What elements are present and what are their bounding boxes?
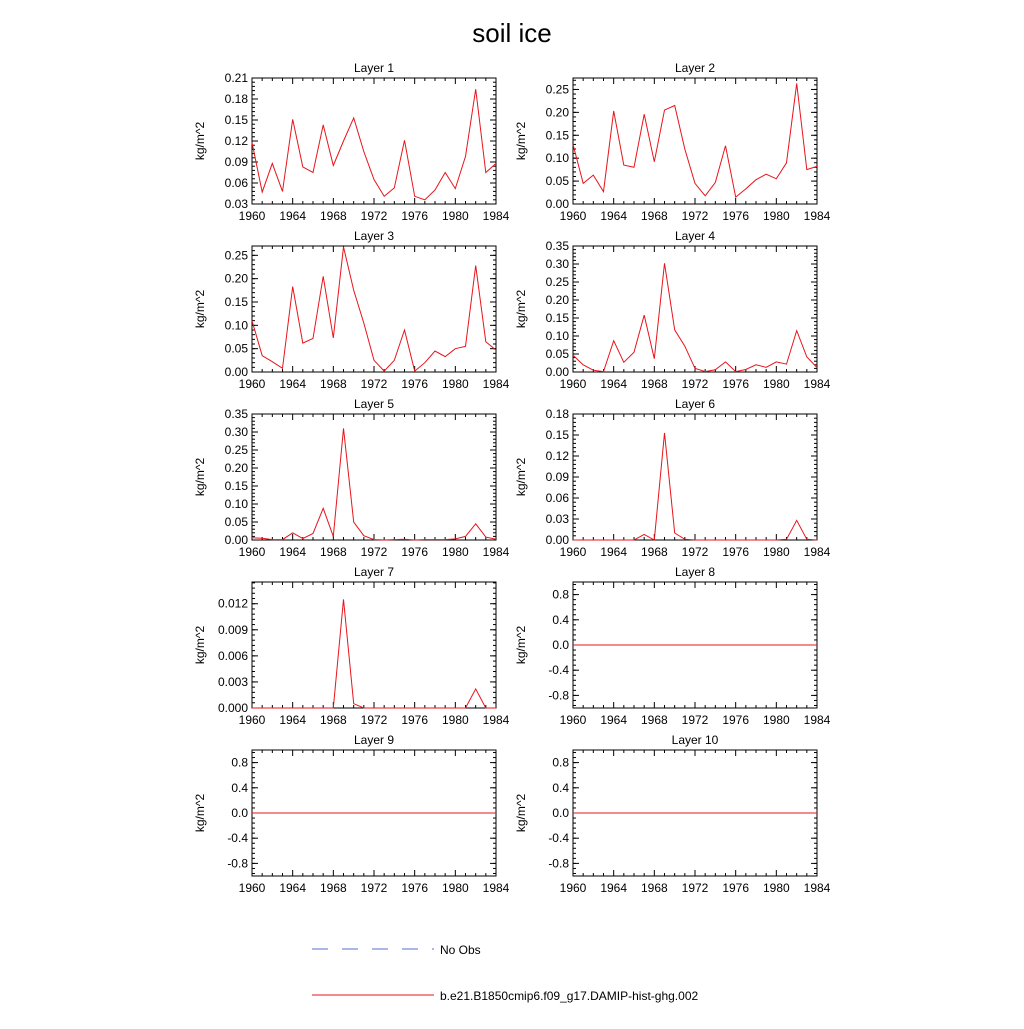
panel-layer-2 bbox=[514, 61, 831, 223]
x-tick-label: 1984 bbox=[803, 881, 831, 895]
legend-obs-label: No Obs bbox=[440, 943, 481, 957]
x-tick-label: 1968 bbox=[319, 545, 347, 559]
x-tick-label: 1976 bbox=[722, 377, 750, 391]
x-tick-label: 1976 bbox=[722, 209, 750, 223]
y-tick-label: 0.12 bbox=[224, 134, 248, 148]
panel-title: Layer 10 bbox=[671, 733, 719, 747]
x-tick-label: 1976 bbox=[722, 713, 750, 727]
y-axis-label: kg/m^2 bbox=[514, 625, 528, 665]
panel-title: Layer 5 bbox=[353, 397, 395, 411]
x-tick-label: 1972 bbox=[681, 545, 709, 559]
x-tick-label: 1984 bbox=[482, 545, 510, 559]
x-tick-label: 1968 bbox=[640, 209, 668, 223]
y-tick-label: -0.4 bbox=[548, 831, 569, 846]
y-tick-label: 0.10 bbox=[224, 318, 248, 333]
x-tick-label: 1964 bbox=[279, 377, 307, 391]
y-tick-label: 0.8 bbox=[552, 587, 569, 602]
series-line-1 bbox=[252, 247, 496, 371]
y-tick-label: 0.00 bbox=[224, 533, 248, 547]
x-tick-label: 1984 bbox=[482, 713, 510, 727]
plot-frame bbox=[252, 78, 496, 204]
x-tick-label: 1976 bbox=[722, 881, 750, 895]
y-tick-label: 0.35 bbox=[545, 239, 569, 253]
y-tick-label: 0.20 bbox=[545, 293, 569, 307]
figure-title: soil ice bbox=[472, 18, 552, 48]
y-tick-label: 0.06 bbox=[545, 491, 569, 505]
panel-layer-5 bbox=[193, 397, 510, 559]
y-tick-label: 0.00 bbox=[545, 197, 569, 211]
x-tick-label: 1976 bbox=[401, 881, 429, 895]
y-tick-label: 0.25 bbox=[545, 275, 569, 289]
y-tick-label: 0.30 bbox=[224, 425, 248, 439]
panel-layer-8 bbox=[514, 565, 831, 727]
x-tick-label: 1972 bbox=[681, 377, 709, 391]
x-tick-label: 1960 bbox=[559, 209, 587, 223]
x-tick-label: 1980 bbox=[762, 209, 790, 223]
panel-layer-3 bbox=[193, 229, 510, 391]
plot-frame bbox=[252, 246, 496, 372]
x-tick-label: 1968 bbox=[319, 209, 347, 223]
x-tick-label: 1972 bbox=[681, 209, 709, 223]
y-tick-label: 0.003 bbox=[217, 674, 248, 689]
x-tick-label: 1960 bbox=[559, 881, 587, 895]
panel-title: Layer 1 bbox=[353, 61, 395, 75]
y-axis-label: kg/m^2 bbox=[514, 793, 528, 833]
plot-frame bbox=[252, 414, 496, 540]
x-tick-label: 1980 bbox=[441, 545, 469, 559]
y-axis-label: kg/m^2 bbox=[514, 289, 528, 329]
series-line-1 bbox=[252, 599, 496, 708]
panel-layer-1 bbox=[193, 61, 510, 223]
panel-layer-10 bbox=[514, 733, 831, 895]
panel-title: Layer 9 bbox=[353, 733, 395, 747]
y-tick-label: 0.0 bbox=[552, 806, 569, 820]
y-tick-label: 0.4 bbox=[552, 612, 569, 627]
y-tick-label: 0.4 bbox=[552, 780, 569, 795]
x-tick-label: 1976 bbox=[401, 713, 429, 727]
y-tick-label: 0.18 bbox=[224, 92, 248, 106]
panel-title: Layer 7 bbox=[353, 565, 395, 579]
x-tick-label: 1980 bbox=[762, 713, 790, 727]
x-tick-label: 1980 bbox=[762, 377, 790, 391]
x-tick-label: 1980 bbox=[441, 377, 469, 391]
y-tick-label: 0.30 bbox=[545, 257, 569, 271]
y-tick-label: 0.10 bbox=[545, 329, 569, 343]
y-tick-label: 0.05 bbox=[545, 347, 569, 361]
y-axis-label: kg/m^2 bbox=[514, 457, 528, 497]
y-tick-label: 0.03 bbox=[545, 512, 569, 526]
x-tick-label: 1968 bbox=[319, 881, 347, 895]
x-tick-label: 1980 bbox=[441, 209, 469, 223]
x-tick-label: 1972 bbox=[681, 881, 709, 895]
series-line-1 bbox=[573, 84, 817, 198]
y-tick-label: 0.18 bbox=[545, 407, 569, 421]
x-tick-label: 1960 bbox=[238, 713, 266, 727]
y-tick-label: 0.00 bbox=[224, 365, 248, 379]
x-tick-label: 1972 bbox=[360, 713, 388, 727]
y-tick-label: 0.25 bbox=[545, 82, 569, 97]
panel-title: Layer 8 bbox=[674, 565, 716, 579]
x-tick-label: 1968 bbox=[640, 377, 668, 391]
x-tick-label: 1984 bbox=[803, 209, 831, 223]
y-tick-label: -0.4 bbox=[548, 663, 569, 678]
x-tick-label: 1980 bbox=[762, 881, 790, 895]
y-tick-label: 0.03 bbox=[224, 197, 248, 211]
y-tick-label: 0.05 bbox=[224, 341, 248, 356]
plot-frame bbox=[252, 582, 496, 708]
panel-layer-7 bbox=[193, 565, 510, 727]
legend-model-label: b.e21.B1850cmip6.f09_g17.DAMIP-hist-ghg.002 bbox=[440, 989, 699, 1003]
x-tick-label: 1976 bbox=[401, 377, 429, 391]
series-line-1 bbox=[573, 433, 817, 540]
x-tick-label: 1968 bbox=[319, 713, 347, 727]
x-tick-label: 1960 bbox=[238, 545, 266, 559]
y-axis-label: kg/m^2 bbox=[193, 289, 207, 329]
panel-title: Layer 2 bbox=[674, 61, 716, 75]
x-tick-label: 1964 bbox=[279, 713, 307, 727]
series-line-1 bbox=[252, 89, 496, 200]
y-tick-label: 0.0 bbox=[231, 806, 248, 820]
plot-frame bbox=[573, 414, 817, 540]
y-tick-label: 0.15 bbox=[545, 311, 569, 325]
y-tick-label: 0.25 bbox=[224, 443, 248, 457]
y-tick-label: 0.09 bbox=[545, 470, 569, 484]
y-tick-label: 0.009 bbox=[217, 622, 248, 637]
x-tick-label: 1972 bbox=[360, 881, 388, 895]
x-tick-label: 1968 bbox=[319, 377, 347, 391]
y-tick-label: 0.35 bbox=[224, 407, 248, 421]
y-axis-label: kg/m^2 bbox=[193, 793, 207, 833]
y-tick-label: 0.8 bbox=[231, 755, 248, 770]
x-tick-label: 1980 bbox=[441, 713, 469, 727]
y-tick-label: 0.15 bbox=[224, 113, 248, 127]
panel-title: Layer 3 bbox=[353, 229, 395, 243]
x-tick-label: 1972 bbox=[681, 713, 709, 727]
x-tick-label: 1984 bbox=[482, 377, 510, 391]
x-tick-label: 1984 bbox=[482, 881, 510, 895]
y-tick-label: 0.4 bbox=[231, 780, 248, 795]
y-tick-label: 0.15 bbox=[224, 479, 248, 493]
y-tick-label: 0.00 bbox=[545, 365, 569, 379]
x-tick-label: 1964 bbox=[600, 713, 628, 727]
x-tick-label: 1980 bbox=[762, 545, 790, 559]
x-tick-label: 1960 bbox=[238, 209, 266, 223]
y-tick-label: 0.20 bbox=[224, 271, 248, 286]
legend bbox=[312, 943, 698, 1003]
y-tick-label: 0.15 bbox=[224, 295, 248, 309]
y-axis-label: kg/m^2 bbox=[193, 625, 207, 665]
y-tick-label: 0.20 bbox=[224, 461, 248, 475]
y-tick-label: 0.8 bbox=[552, 755, 569, 770]
y-tick-label: 0.0 bbox=[552, 638, 569, 652]
y-tick-label: 0.10 bbox=[545, 151, 569, 166]
panels bbox=[193, 61, 831, 895]
series-line-1 bbox=[573, 263, 817, 371]
y-tick-label: -0.8 bbox=[548, 688, 569, 703]
x-tick-label: 1964 bbox=[279, 545, 307, 559]
x-tick-label: 1984 bbox=[803, 713, 831, 727]
x-tick-label: 1960 bbox=[238, 377, 266, 391]
x-tick-label: 1960 bbox=[559, 545, 587, 559]
y-tick-label: 0.006 bbox=[217, 648, 248, 663]
x-tick-label: 1960 bbox=[559, 713, 587, 727]
x-tick-label: 1984 bbox=[482, 209, 510, 223]
x-tick-label: 1976 bbox=[401, 209, 429, 223]
y-tick-label: 0.25 bbox=[224, 248, 248, 263]
x-tick-label: 1976 bbox=[722, 545, 750, 559]
x-tick-label: 1976 bbox=[401, 545, 429, 559]
x-tick-label: 1964 bbox=[600, 377, 628, 391]
x-tick-label: 1984 bbox=[803, 377, 831, 391]
y-tick-label: 0.05 bbox=[545, 174, 569, 189]
x-tick-label: 1964 bbox=[600, 545, 628, 559]
x-tick-label: 1972 bbox=[360, 545, 388, 559]
y-tick-label: 0.012 bbox=[217, 596, 248, 611]
x-tick-label: 1968 bbox=[640, 881, 668, 895]
x-tick-label: 1964 bbox=[279, 209, 307, 223]
x-tick-label: 1980 bbox=[441, 881, 469, 895]
panel-title: Layer 4 bbox=[674, 229, 716, 243]
y-tick-label: 0.00 bbox=[545, 533, 569, 547]
x-tick-label: 1972 bbox=[360, 209, 388, 223]
y-tick-label: 0.05 bbox=[224, 515, 248, 529]
x-tick-label: 1968 bbox=[640, 713, 668, 727]
panel-layer-4 bbox=[514, 229, 831, 391]
y-tick-label: 0.09 bbox=[224, 155, 248, 169]
x-tick-label: 1964 bbox=[600, 881, 628, 895]
y-tick-label: 0.06 bbox=[224, 176, 248, 190]
x-tick-label: 1964 bbox=[279, 881, 307, 895]
y-axis-label: kg/m^2 bbox=[514, 121, 528, 161]
x-tick-label: 1984 bbox=[803, 545, 831, 559]
y-tick-label: 0.21 bbox=[224, 71, 248, 85]
y-tick-label: 0.000 bbox=[217, 701, 248, 715]
y-tick-label: 0.20 bbox=[545, 105, 569, 120]
y-axis-label: kg/m^2 bbox=[193, 457, 207, 497]
panel-layer-6 bbox=[514, 397, 831, 559]
y-tick-label: 0.10 bbox=[224, 497, 248, 511]
y-tick-label: 0.15 bbox=[545, 128, 569, 143]
y-axis-label: kg/m^2 bbox=[193, 121, 207, 161]
y-tick-label: 0.15 bbox=[545, 428, 569, 442]
series-line-1 bbox=[252, 428, 496, 540]
panel-layer-9 bbox=[193, 733, 510, 895]
y-tick-label: 0.12 bbox=[545, 449, 569, 463]
x-tick-label: 1972 bbox=[360, 377, 388, 391]
x-tick-label: 1968 bbox=[640, 545, 668, 559]
y-tick-label: -0.4 bbox=[227, 831, 248, 846]
panel-title: Layer 6 bbox=[674, 397, 716, 411]
y-tick-label: -0.8 bbox=[227, 856, 248, 871]
x-tick-label: 1960 bbox=[559, 377, 587, 391]
x-tick-label: 1960 bbox=[238, 881, 266, 895]
y-tick-label: -0.8 bbox=[548, 856, 569, 871]
x-tick-label: 1964 bbox=[600, 209, 628, 223]
